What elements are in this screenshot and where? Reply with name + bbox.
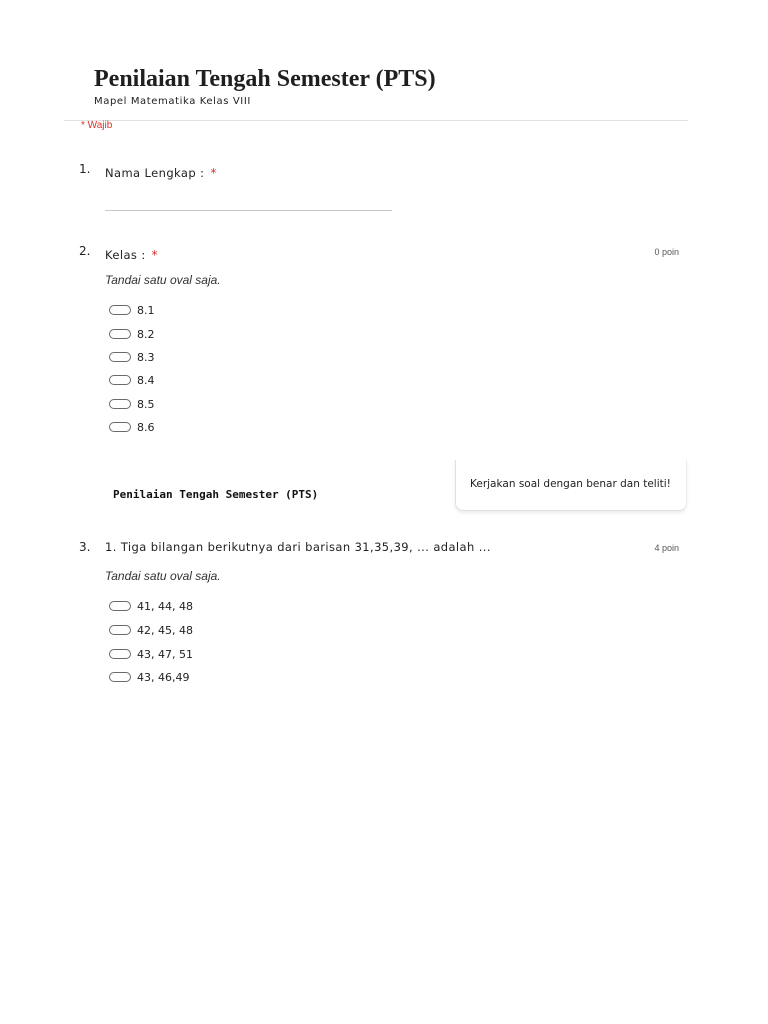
question-2-points: 0 poin (654, 247, 679, 257)
radio-oval[interactable] (109, 375, 131, 385)
option-label: 8.4 (137, 373, 155, 387)
option-kelas-8-1[interactable] (109, 303, 155, 317)
option-label: 8.6 (137, 420, 155, 434)
option-kelas-8-2[interactable] (109, 327, 155, 341)
option-label: 42, 45, 48 (137, 623, 193, 637)
option-kelas-8-4[interactable] (109, 373, 155, 387)
question-2-number: 2. (79, 244, 91, 258)
radio-oval[interactable] (109, 649, 131, 659)
radio-oval[interactable] (109, 305, 131, 315)
name-answer-field[interactable] (105, 210, 392, 211)
radio-oval[interactable] (109, 399, 131, 409)
required-note: * Wajib (81, 120, 113, 131)
option-answer-c[interactable] (109, 647, 193, 661)
question-3-hint: Tandai satu oval saja. (105, 569, 221, 583)
section-title: Penilaian Tengah Semester (PTS) (113, 488, 319, 501)
question-1-header (105, 162, 216, 181)
radio-oval[interactable] (109, 601, 131, 611)
option-label: 41, 44, 48 (137, 599, 193, 613)
option-answer-a[interactable] (109, 599, 193, 613)
option-label: 8.5 (137, 397, 155, 411)
option-label: 8.2 (137, 327, 155, 341)
header-divider (64, 120, 688, 121)
radio-oval[interactable] (109, 422, 131, 432)
question-1-required-mark: * (210, 166, 217, 180)
option-label: 8.3 (137, 350, 155, 364)
question-3-points: 4 poin (654, 543, 679, 553)
question-2-hint: Tandai satu oval saja. (105, 273, 221, 287)
question-1-number: 1. (79, 162, 91, 176)
radio-oval[interactable] (109, 352, 131, 362)
radio-oval[interactable] (109, 672, 131, 682)
section-description-card (455, 460, 687, 511)
question-2-header (105, 244, 158, 263)
option-label: 43, 47, 51 (137, 647, 193, 661)
option-kelas-8-3[interactable] (109, 350, 155, 364)
question-2-text: Kelas : (105, 248, 146, 262)
form-title: Penilaian Tengah Semester (PTS) (94, 66, 436, 92)
radio-oval[interactable] (109, 625, 131, 635)
option-kelas-8-5[interactable] (109, 397, 155, 411)
option-answer-b[interactable] (109, 623, 193, 637)
option-answer-d[interactable] (109, 670, 189, 684)
question-3-number: 3. (79, 540, 91, 554)
form-subtitle: Mapel Matematika Kelas VIII (94, 96, 251, 107)
question-1-text: Nama Lengkap : (105, 166, 205, 180)
question-3-text: 1. Tiga bilangan berikutnya dari barisan 31,35,39, ... adalah ... (105, 540, 491, 554)
option-label: 8.1 (137, 303, 155, 317)
radio-oval[interactable] (109, 329, 131, 339)
question-2-required-mark: * (151, 248, 158, 262)
option-kelas-8-6[interactable] (109, 420, 155, 434)
section-description: Kerjakan soal dengan benar dan teliti! (470, 478, 671, 490)
option-label: 43, 46,49 (137, 670, 190, 684)
